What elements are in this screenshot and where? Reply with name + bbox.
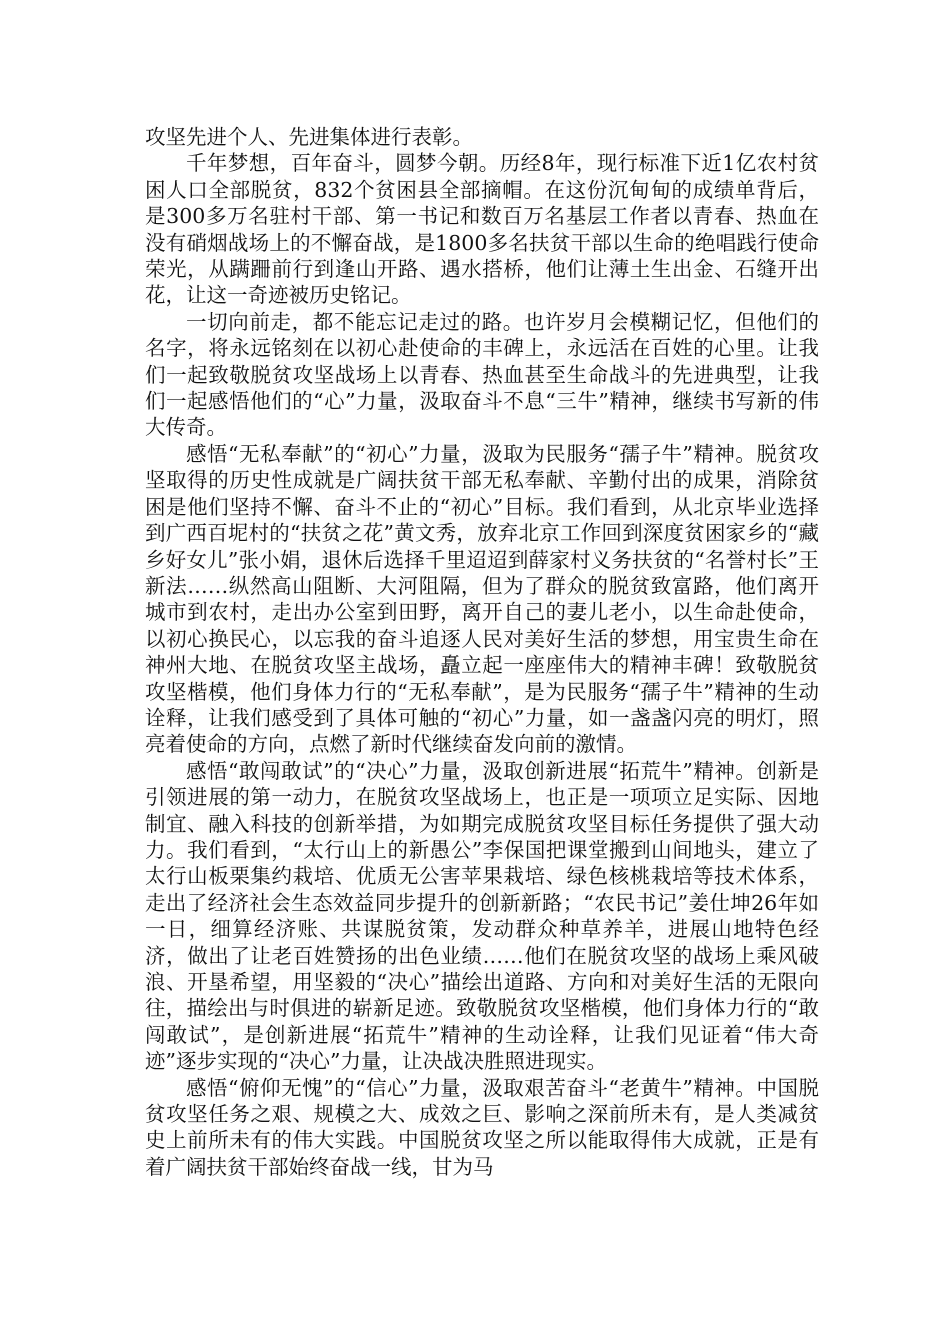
paragraph-3: 一切向前走，都不能忘记走过的路。也许岁月会模糊记忆，但他们的名字，将永远铭刻在以初心赴使命的丰碑上，永远活在百姓的心里。让我们一起致敬脱贫攻坚战场上以青春、热血甚至生命战斗的先进典型，让我们一起感悟他们的“心”力量，汲取奋斗不息“三牛”精神，继续书写新的伟大传奇。 xyxy=(145,309,819,440)
paragraph-6: 感悟“俯仰无愧”的“信心”力量，汲取艰苦奋斗“老黄牛”精神。中国脱贫攻坚任务之艰、规模之大、成效之巨、影响之深前所未有，是人类减贫史上前所未有的伟大实践。中国脱贫攻坚之所以能取得伟大成就，正是有着广阔扶贫干部始终奋战一线，甘为马 xyxy=(145,1075,819,1179)
paragraph-1: 攻坚先进个人、先进集体进行表彰。 xyxy=(145,125,473,149)
paragraph-2: 千年梦想，百年奋斗，圆梦今朝。历经8年，现行标准下近1亿农村贫困人口全部脱贫，832个贫困县全部摘帽。在这份沉甸甸的成绩单背后，是300多万名驻村干部、第一书记和数百万名基层工作者以青春、热血在没有硝烟战场上的不懈奋战，是1800多名扶贫干部以生命的绝唱践行使命荣光，从蹒跚前行到逢山开路、遇水搭桥，他们让薄土生出金、石缝开出花，让这一奇迹被历史铭记。 xyxy=(145,151,819,308)
paragraph-4: 感悟“无私奉献”的“初心”力量，汲取为民服务“孺子牛”精神。脱贫攻坚取得的历史性成就是广阔扶贫干部无私奉献、辛勤付出的成果，消除贫困是他们坚持不懈、奋斗不止的“初心”目标。我们看到，从北京毕业选择到广西百坭村的“扶贫之花”黄文秀，放弃北京工作回到深度贫困家乡的“藏乡好女儿”张小娟，退休后选择千里迢迢到薛家村义务扶贫的“名誉村长”王新法……纵然高山阻断、大河阻隔，但为了群众的脱贫致富路，他们离开城市到农村，走出办公室到田野，离开自己的妻儿老小，以生命赴使命，以初心换民心，以忘我的奋斗追逐人民对美好生活的梦想，用宝贵生命在神州大地、在脱贫攻坚主战场，矗立起一座座伟大的精神丰碑！致敬脱贫攻坚楷模，他们身体力行的“无私奉献”，是为民服务“孺子牛”精神的生动诠释，让我们感受到了具体可触的“初心”力量，如一盏盏闪亮的明灯，照亮着使命的方向，点燃了新时代继续奋发向前的激情。 xyxy=(145,441,819,757)
paragraph-5: 感悟“敢闯敢试”的“决心”力量，汲取创新进展“拓荒牛”精神。创新是引领进展的第一动力，在脱贫攻坚战场上，也正是一项项立足实际、因地制宜、融入科技的创新举措，为如期完成脱贫攻坚目标任务提供了强大动力。我们看到，“太行山上的新愚公”李保国把课堂搬到山间地头，建立了太行山板栗集约栽培、优质无公害苹果栽培、绿色核桃栽培等技术体系，走出了经济社会生态效益同步提升的创新新路；“农民书记”姜仕坤26年如一日，细算经济账、共谋脱贫策，发动群众种草养羊，进展山地特色经济，做出了让老百姓赞扬的出色业绩……他们在脱贫攻坚的战场上乘风破浪、开垦希望，用坚毅的“决心”描绘出道路、方向和对美好生活的无限向往，描绘出与时俱进的崭新足迹。致敬脱贫攻坚楷模，他们身体力行的“敢闯敢试”，是创新进展“拓荒牛”精神的生动诠释，让我们见证着“伟大奇迹”逐步实现的“决心”力量，让决战决胜照进现实。 xyxy=(145,758,819,1074)
document-body xyxy=(145,124,819,1180)
